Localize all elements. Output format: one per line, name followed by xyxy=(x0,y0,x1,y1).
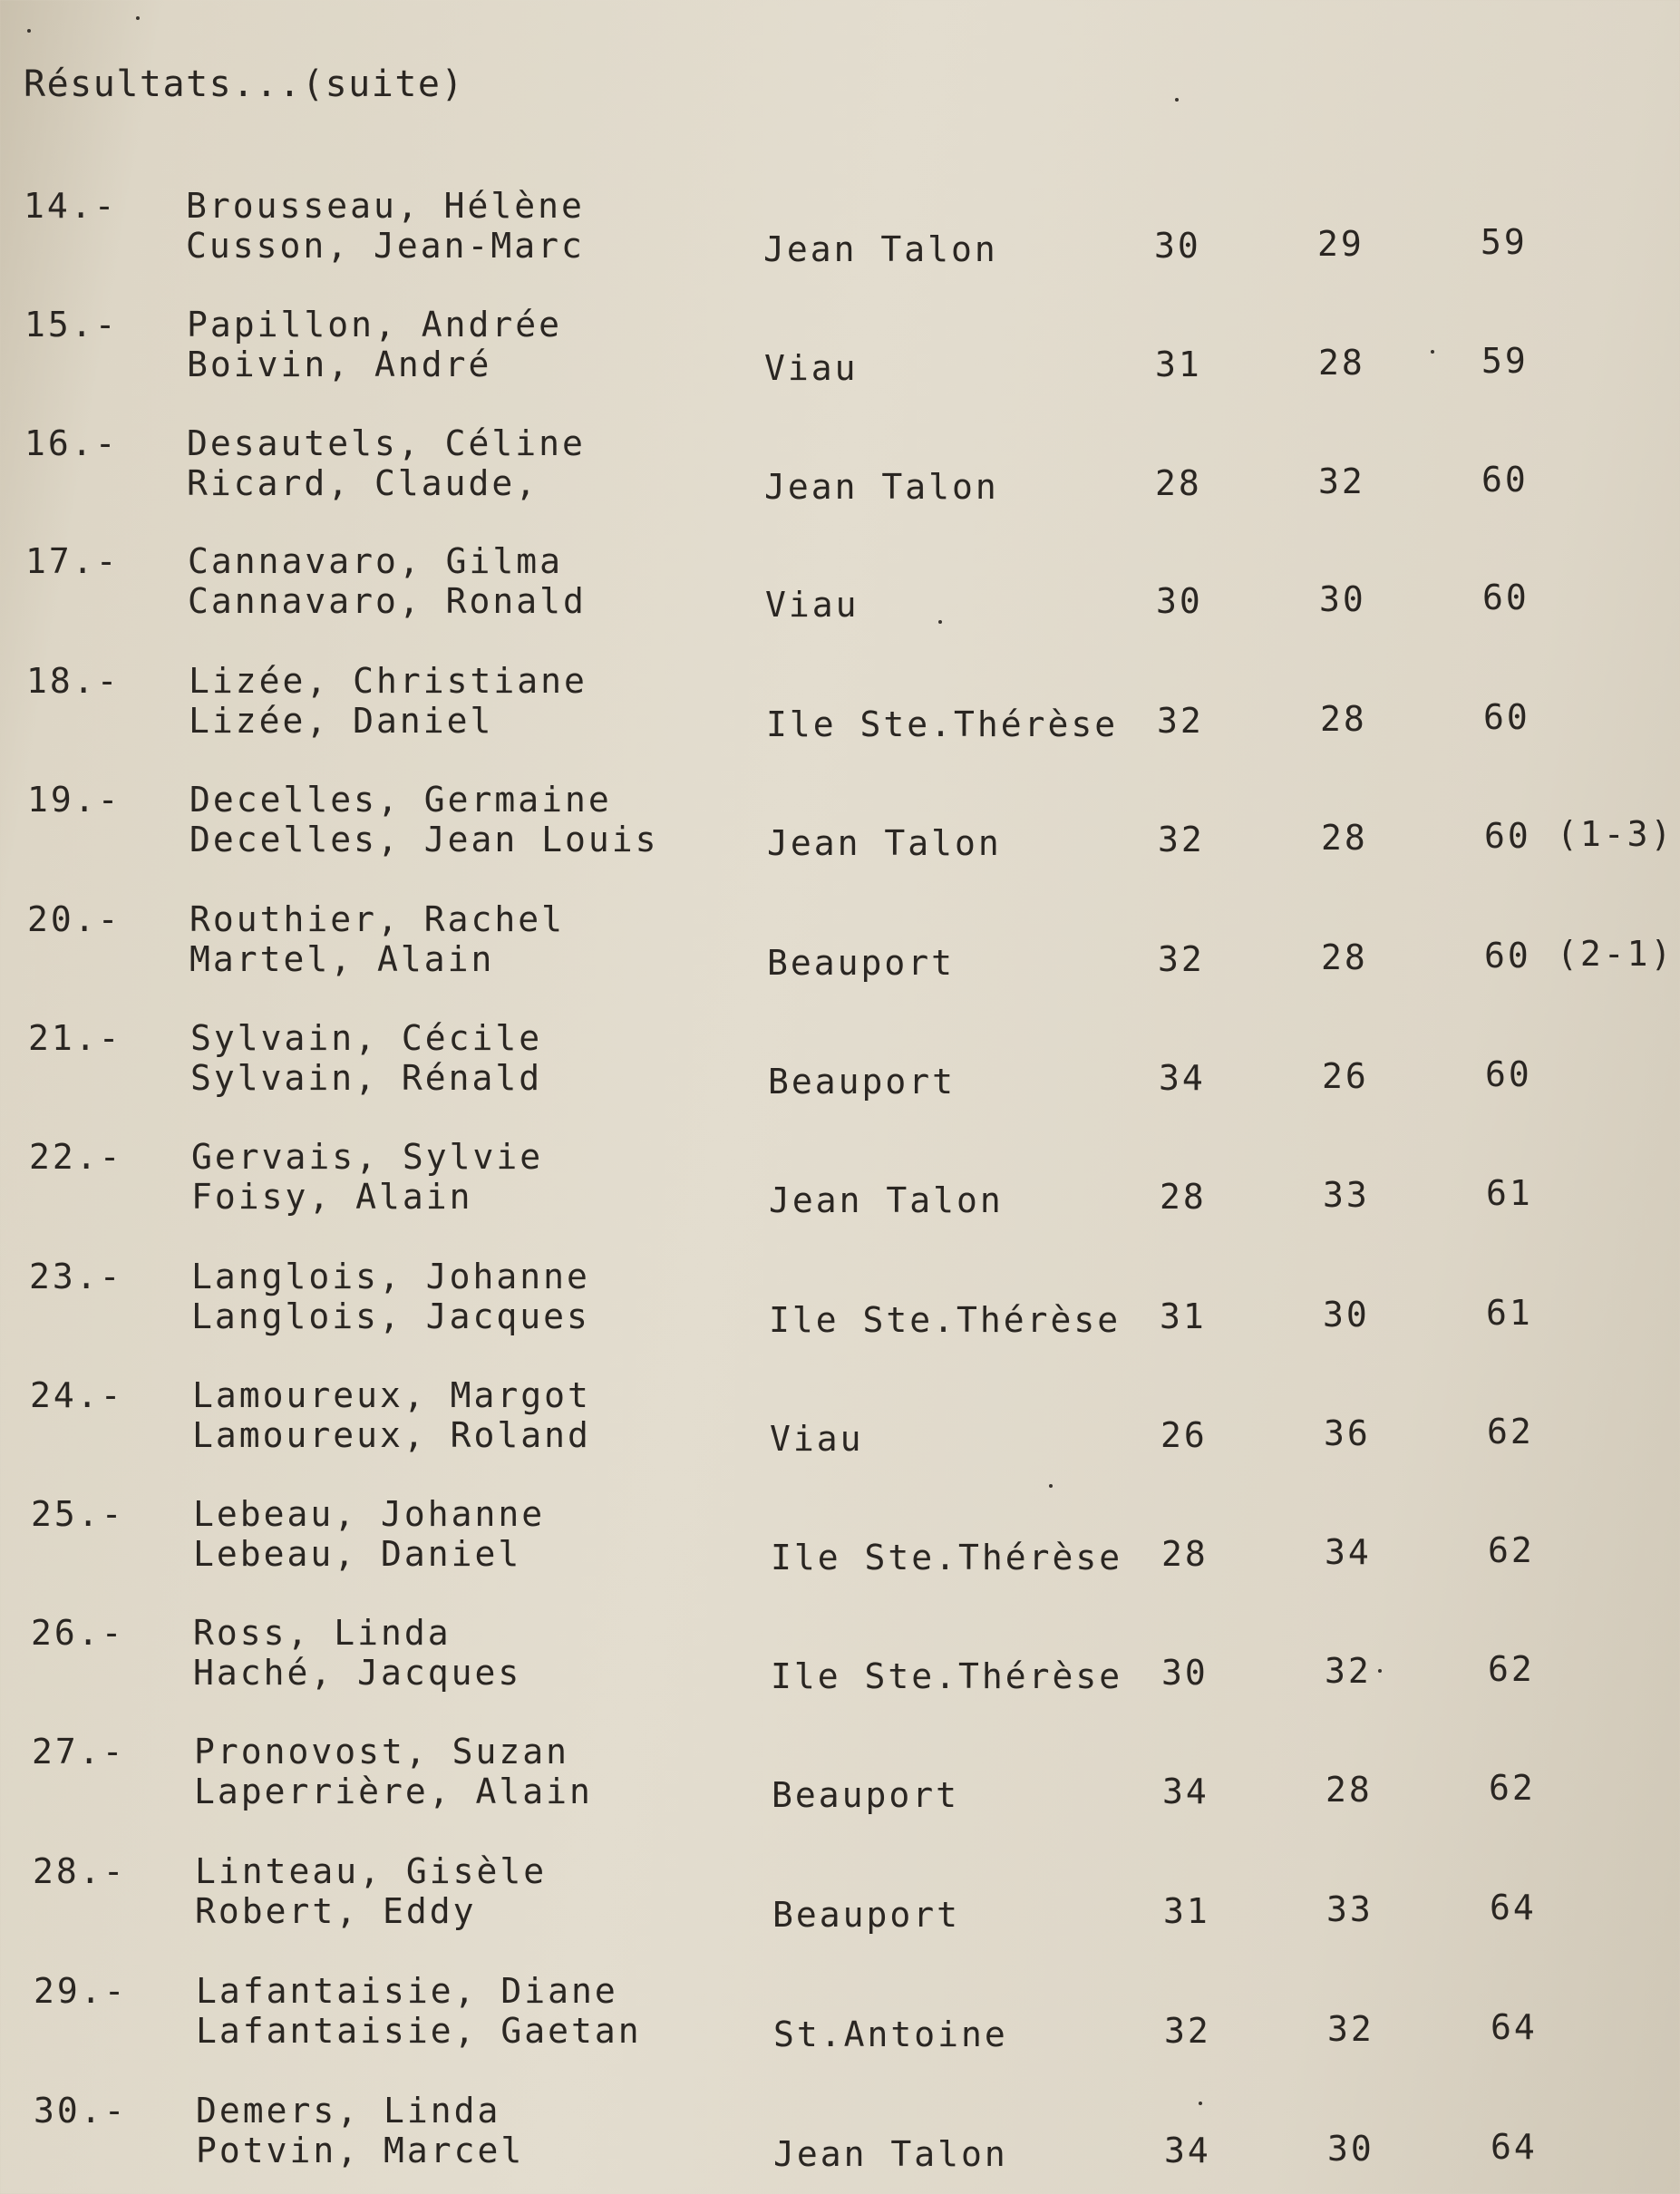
entry-partner-2: Lamoureux, Roland xyxy=(192,1415,591,1455)
entry-rank: 28.- xyxy=(33,1851,127,1891)
entry-total: 60 xyxy=(1485,1054,1532,1094)
entry-score-2: 28 xyxy=(1321,818,1368,858)
entry-partners xyxy=(187,423,586,503)
paper-speck xyxy=(1431,350,1434,354)
entry-total: 60 xyxy=(1482,578,1529,617)
paper-speck xyxy=(1378,1669,1382,1673)
entry-partner-2: Lebeau, Daniel xyxy=(193,1534,522,1574)
entry-partner-1: Papillon, Andrée xyxy=(187,305,563,345)
entry-club: Jean Talon xyxy=(764,467,999,507)
entry-score-1: 34 xyxy=(1164,2131,1211,2170)
paper-speck xyxy=(136,16,140,20)
result-entry xyxy=(7,1613,1680,1713)
entry-partner-2: Langlois, Jacques xyxy=(191,1296,590,1336)
result-entry xyxy=(0,186,1680,286)
result-entry xyxy=(10,1971,1680,2071)
entry-score-1: 31 xyxy=(1155,345,1202,384)
entry-score-1: 30 xyxy=(1154,226,1201,266)
result-entry xyxy=(1,305,1680,404)
entry-total: 62 xyxy=(1487,1412,1534,1451)
entry-partners xyxy=(196,2091,524,2170)
entry-partner-1: Lebeau, Johanne xyxy=(193,1494,546,1534)
entry-total: 62 xyxy=(1489,1768,1536,1808)
entry-partner-1: Langlois, Johanne xyxy=(191,1257,590,1296)
entry-total: 59 xyxy=(1481,222,1528,262)
entry-partners xyxy=(194,1732,593,1811)
entry-club: St.Antoine xyxy=(773,2014,1008,2054)
entry-rank: 15.- xyxy=(24,305,119,345)
entry-partners xyxy=(192,1375,591,1455)
entry-club: Ile Ste.Thérèse xyxy=(771,1656,1123,1696)
entry-partners xyxy=(191,1257,590,1336)
entry-score-2: 30 xyxy=(1327,2129,1374,2169)
result-entry xyxy=(2,541,1680,641)
entry-partners xyxy=(189,780,659,859)
entry-score-1: 31 xyxy=(1160,1296,1207,1336)
entry-score-1: 30 xyxy=(1161,1653,1209,1693)
entry-score-1: 28 xyxy=(1160,1177,1207,1217)
entry-partner-1: Brousseau, Hélène xyxy=(186,186,585,226)
entry-club: Ile Ste.Thérèse xyxy=(766,704,1119,744)
entry-score-2: 30 xyxy=(1319,579,1366,619)
result-entry xyxy=(7,1494,1680,1594)
entry-partner-2: Lafantaisie, Gaetan xyxy=(196,2011,642,2051)
entry-club: Jean Talon xyxy=(769,1180,1004,1220)
entry-total: 64 xyxy=(1490,1888,1537,1927)
entry-club: Jean Talon xyxy=(773,2134,1008,2174)
entry-partner-1: Lamoureux, Margot xyxy=(192,1375,591,1415)
entry-score-1: 34 xyxy=(1159,1058,1206,1098)
entry-score-2: 33 xyxy=(1326,1889,1374,1929)
result-entry xyxy=(9,1851,1680,1951)
entry-tiebreak-note: (1-3) xyxy=(1557,814,1675,854)
entry-rank: 29.- xyxy=(34,1971,128,2011)
result-entry xyxy=(4,899,1680,999)
entry-club: Viau xyxy=(765,585,859,625)
page-heading: Résultats...(suite) xyxy=(24,63,465,105)
entry-rank: 16.- xyxy=(24,423,119,463)
paper-speck xyxy=(1049,1484,1053,1488)
entry-score-1: 34 xyxy=(1162,1772,1209,1811)
result-entry xyxy=(4,780,1680,879)
entry-score-2: 36 xyxy=(1324,1413,1371,1453)
entry-score-2: 30 xyxy=(1323,1295,1370,1335)
result-entry xyxy=(5,1257,1680,1356)
entry-partner-1: Demers, Linda xyxy=(196,2091,501,2131)
entry-score-2: 32 xyxy=(1327,2009,1374,2049)
entry-partner-2: Haché, Jacques xyxy=(193,1653,522,1693)
entry-rank: 25.- xyxy=(31,1494,125,1534)
result-entry xyxy=(8,1732,1680,1831)
entry-partner-2: Robert, Eddy xyxy=(195,1891,477,1931)
entry-score-2: 28 xyxy=(1318,343,1365,383)
entry-partners xyxy=(188,541,587,621)
entry-club: Jean Talon xyxy=(763,229,998,269)
entry-partners xyxy=(190,1018,542,1098)
entry-score-1: 28 xyxy=(1155,463,1202,503)
entry-partner-2: Boivin, André xyxy=(187,345,492,384)
entry-partner-1: Linteau, Gisèle xyxy=(195,1851,548,1891)
entry-score-1: 32 xyxy=(1157,701,1204,741)
entry-rank: 22.- xyxy=(29,1137,123,1177)
entry-partner-1: Sylvain, Cécile xyxy=(190,1018,543,1058)
paper-speck xyxy=(27,29,31,33)
entry-score-1: 31 xyxy=(1163,1891,1210,1931)
result-entry xyxy=(1,423,1680,523)
entry-total: 60 xyxy=(1481,460,1529,500)
result-entry xyxy=(5,1018,1680,1118)
entry-score-1: 32 xyxy=(1164,2011,1211,2051)
entry-total: 64 xyxy=(1491,2127,1538,2167)
entry-score-1: 32 xyxy=(1158,820,1205,859)
entry-partner-1: Pronovost, Suzan xyxy=(194,1732,570,1772)
entry-partners xyxy=(187,305,562,384)
entry-partner-1: Decelles, Germaine xyxy=(189,780,612,820)
entry-partner-2: Lizée, Daniel xyxy=(189,701,494,741)
entry-partner-1: Gervais, Sylvie xyxy=(191,1137,544,1177)
entry-partners xyxy=(193,1613,521,1693)
entry-rank: 20.- xyxy=(27,899,121,939)
entry-score-1: 30 xyxy=(1156,581,1203,621)
entry-rank: 17.- xyxy=(25,541,120,581)
entry-total: 60 xyxy=(1484,816,1531,856)
entry-total: 62 xyxy=(1488,1530,1535,1570)
entry-partner-1: Lizée, Christiane xyxy=(189,661,588,701)
entry-partners xyxy=(193,1494,545,1574)
entry-rank: 18.- xyxy=(26,661,121,701)
entry-partner-2: Sylvain, Rénald xyxy=(190,1058,543,1098)
entry-tiebreak-note: (2-1) xyxy=(1557,934,1675,974)
entry-score-2: 32 xyxy=(1325,1651,1372,1691)
entry-rank: 27.- xyxy=(32,1732,126,1772)
paper-speck xyxy=(938,620,942,624)
entry-total: 60 xyxy=(1483,697,1530,737)
entry-partners xyxy=(196,1971,642,2051)
entry-partner-2: Decelles, Jean Louis xyxy=(189,820,659,859)
entry-partner-1: Routhier, Rachel xyxy=(189,899,566,939)
result-entry xyxy=(5,1137,1680,1237)
entry-rank: 24.- xyxy=(30,1375,124,1415)
entry-total: 59 xyxy=(1481,341,1529,381)
entry-club: Beauport xyxy=(772,1895,961,1935)
entry-partner-1: Lafantaisie, Diane xyxy=(196,1971,618,2011)
entry-rank: 14.- xyxy=(24,186,118,226)
entry-score-1: 32 xyxy=(1158,939,1205,979)
entry-score-2: 29 xyxy=(1317,224,1364,264)
entry-rank: 23.- xyxy=(29,1257,123,1296)
entry-score-2: 28 xyxy=(1320,699,1367,739)
result-entry xyxy=(3,661,1680,761)
entry-club: Viau xyxy=(770,1419,864,1459)
entry-total: 64 xyxy=(1491,2007,1538,2047)
entry-rank: 19.- xyxy=(27,780,121,820)
result-entry xyxy=(6,1375,1680,1475)
entry-partner-2: Cannavaro, Ronald xyxy=(188,581,587,621)
entry-score-2: 28 xyxy=(1326,1770,1373,1810)
entry-partner-2: Potvin, Marcel xyxy=(196,2131,525,2170)
entry-club: Beauport xyxy=(772,1775,960,1815)
entry-total: 61 xyxy=(1486,1293,1533,1333)
entry-rank: 21.- xyxy=(28,1018,122,1058)
entry-partners xyxy=(195,1851,547,1931)
entry-partners xyxy=(189,661,588,741)
entry-club: Beauport xyxy=(768,1062,957,1102)
entry-score-2: 34 xyxy=(1325,1532,1372,1572)
entry-rank: 30.- xyxy=(34,2091,128,2131)
entry-club: Ile Ste.Thérèse xyxy=(769,1300,1122,1340)
entry-score-1: 28 xyxy=(1161,1534,1209,1574)
entry-score-2: 26 xyxy=(1322,1056,1369,1096)
entry-club: Beauport xyxy=(767,943,956,983)
entry-score-1: 26 xyxy=(1160,1415,1208,1455)
entry-partner-1: Ross, Linda xyxy=(193,1613,452,1653)
entry-partner-2: Cusson, Jean-Marc xyxy=(186,226,585,266)
entry-score-2: 33 xyxy=(1323,1175,1370,1215)
entry-partner-2: Martel, Alain xyxy=(189,939,495,979)
entry-partners xyxy=(191,1137,543,1217)
entry-partner-2: Ricard, Claude, xyxy=(187,463,539,503)
entry-partners xyxy=(189,899,565,979)
entry-partner-1: Desautels, Céline xyxy=(187,423,586,463)
paper-speck xyxy=(1175,98,1179,102)
entry-partner-1: Cannavaro, Gilma xyxy=(188,541,564,581)
entry-rank: 26.- xyxy=(31,1613,125,1653)
entry-partner-2: Laperrière, Alain xyxy=(194,1772,593,1811)
paper-speck xyxy=(1199,2102,1202,2105)
entry-total: 61 xyxy=(1486,1173,1533,1213)
entry-total: 60 xyxy=(1484,936,1531,976)
entry-club: Viau xyxy=(764,348,859,388)
entry-score-2: 32 xyxy=(1318,461,1365,501)
entry-club: Jean Talon xyxy=(767,823,1002,863)
entry-club: Ile Ste.Thérèse xyxy=(771,1538,1123,1578)
result-entry xyxy=(10,2091,1680,2190)
entry-score-2: 28 xyxy=(1321,937,1368,977)
entry-partners xyxy=(186,186,585,266)
entry-partner-2: Foisy, Alain xyxy=(191,1177,473,1217)
entry-total: 62 xyxy=(1488,1649,1535,1689)
